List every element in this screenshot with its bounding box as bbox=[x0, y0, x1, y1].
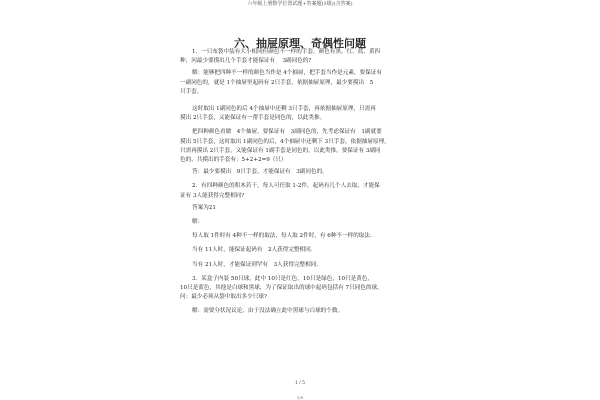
answer-line: 答：最少要摸出 9只手套，才能保证有 3副同色的。 bbox=[192, 169, 328, 176]
text-line: 当有 11人时，能保证起码有 2人获得完整相同． bbox=[192, 247, 317, 254]
section-title: 六、抽屉原理、奇偶性问题 bbox=[234, 37, 366, 50]
document-body bbox=[180, 48, 415, 317]
text-line: 当有 21人时，才能保证到罕有 3人获得完整相同． bbox=[192, 261, 322, 268]
text-line: 解：需要分状况议论，由于没法确立此中黑球与白球的个数。 bbox=[192, 308, 344, 315]
solution-label: 解： bbox=[192, 219, 204, 226]
page-number: 1 / 5 bbox=[294, 381, 306, 386]
text-line: 只需再摸出 2只手套，又能保证有 1副手套是同色的，以此类推，要保证有 3副同 bbox=[180, 147, 381, 154]
text-line: 10只是蓝色，其他是白球和黑球，为了保证取出的球中起码包括有 7只同色的球， bbox=[180, 285, 383, 292]
text-line: 摸出 2只手套，又能保证有一帮手套是同色的，以此类推。 bbox=[180, 115, 326, 122]
text-line: 解：能够把四种不一样的颜色当作是 4个抽屉，把手套当作是元素，要保证有 bbox=[192, 70, 382, 77]
text-line: 每人取 1件时有 4种不一样的取法，每人取 2件时，有 6种不一样的取法． bbox=[192, 233, 376, 240]
text-line: 一副同色的，就是 1个抽屉里起码有 2只手套，依据抽屉原理，最少要摸出 5 bbox=[180, 79, 374, 86]
text-line: 3．某盒子内装 50只球，此中 10只是红色，10只是绿色，10只是黄色， bbox=[192, 275, 374, 282]
text-line: 把四种颜色看做 4个抽屉，要保证有 3副同色的，先考虑保证有 1副就要 bbox=[192, 129, 382, 136]
text-line: 只手套。 bbox=[180, 88, 203, 95]
text-line: 1．一只布袋中装有大小相同但颜色不一样的手套，颜色有黑、红、蓝、黄四 bbox=[192, 49, 381, 55]
text-line: 色的，共摸出的手套有：5+2+2=9（只） bbox=[180, 157, 287, 164]
text-line: 摸出 5只手套，这时取出 1副同色的后，4个抽屉中还剩下 3只手套，依据抽屉原理， bbox=[180, 138, 390, 145]
text-line: 2．有四种颜色的积木若干，每人可任取 1-2件，起码有几个人去取，才能保 bbox=[192, 183, 380, 190]
text-line: 证有 3人能获得完整相同? bbox=[180, 192, 245, 199]
answer-line: 答案为21 bbox=[192, 204, 216, 211]
text-line: 种，问最少要摸出几个手套才能保证有 3副同色的? bbox=[180, 58, 312, 65]
text-line: 这时取出 1副同色的后 4个抽屉中还剩 3只手套，再依据抽屉原理，只需再 bbox=[192, 106, 376, 113]
page-number-outer: 1/9 bbox=[296, 395, 304, 400]
text-line: 问：最少必须从袋中取出多少只球? bbox=[180, 294, 267, 301]
page-header: 六年级上册数学位置试题+答案题(1级)(含答案) bbox=[247, 1, 353, 7]
